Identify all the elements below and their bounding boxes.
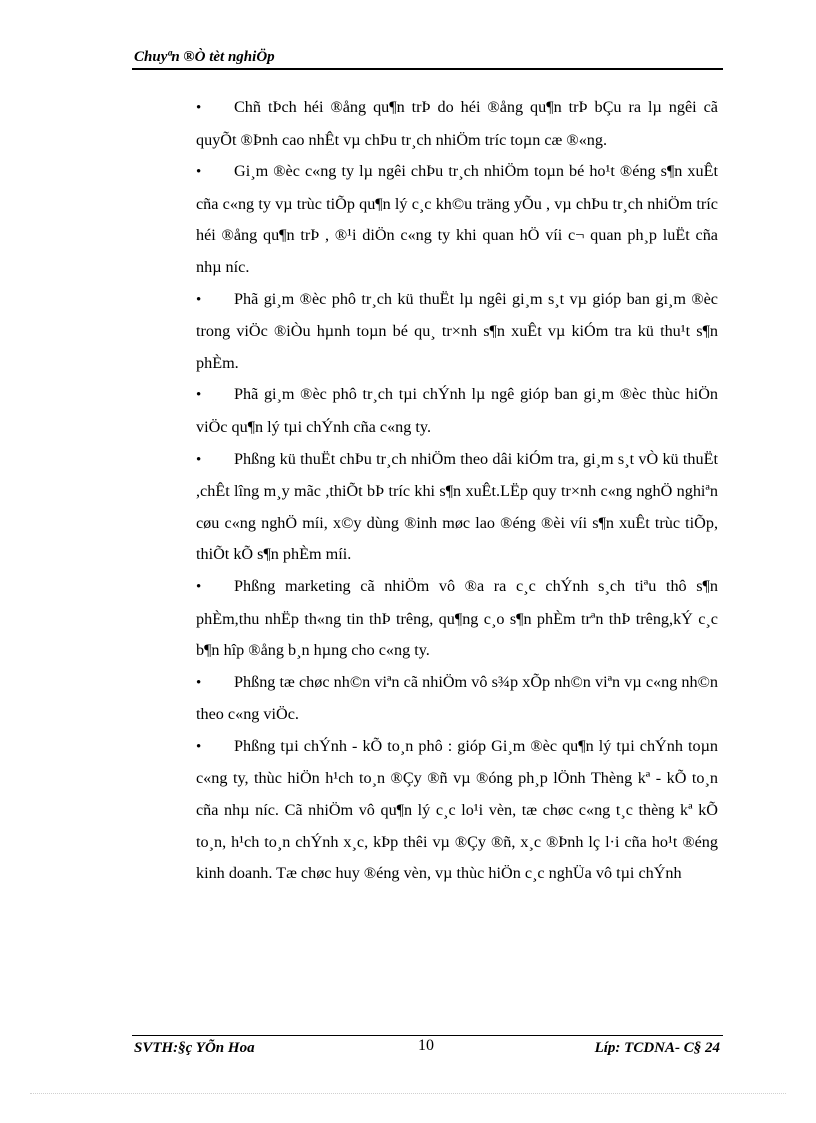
bullet-paragraph — [196, 156, 718, 283]
footer-author: SVTH:§ç YÕn Hoa — [134, 1040, 255, 1056]
bullet-icon: • — [196, 100, 202, 116]
page-edge-divider — [30, 1093, 786, 1094]
bullet-icon: • — [196, 578, 202, 595]
page-number: 10 — [418, 1037, 434, 1054]
bullet-paragraph — [196, 284, 718, 380]
bullet-paragraph — [196, 379, 718, 443]
bullet-icon: • — [196, 387, 202, 404]
bullet-paragraph — [196, 571, 718, 667]
bullet-paragraph — [196, 667, 718, 731]
bullet-icon: • — [196, 451, 202, 468]
bullet-paragraph — [196, 444, 718, 571]
bullet-icon: • — [196, 291, 202, 308]
paragraph-text: Gi¸m ®èc c«ng ty lµ ngêi chÞu tr¸ch nhiÖm toµn bé ho¹t ®éng s¶n xuÊt cña c«ng ty vµ trùc tiÕp qu¶n lý c¸c kh©u träng yÕu , vµ chÞu tr¸ch nhiÖm tríc héi ®ång qu¶n trÞ , ®¹i diÖn c«ng ty khi quan hÖ víi c¬ quan ph¸p luËt cña nhµ níc. — [196, 162, 718, 276]
paragraph-text: Phßng marketing cã nhiÖm vô ®a ra c¸c chÝnh s¸ch tiªu thô s¶n phÈm,thu nhËp th«ng tin thÞ trêng, qu¶ng c¸o s¶n phÈm trªn thÞ trêng,kÝ c¸c b¶n hîp ®ång b¸n hµng cho c«ng ty. — [196, 576, 718, 660]
paragraph-text: Phã gi¸m ®èc phô tr¸ch tµi chÝnh lµ ngê gióp ban gi¸m ®èc thùc hiÖn viÖc qu¶n lý tµi chÝnh cña c«ng ty. — [196, 385, 718, 436]
paragraph-text: Phßng tµi chÝnh - kÕ to¸n phô : gióp Gi¸m ®èc qu¶n lý tµi chÝnh toµn c«ng ty, thùc hiÖn h¹ch to¸n ®Çy ®ñ vµ ®óng ph¸p lÖnh Thèng kª - kÕ to¸n cña nhµ níc. Cã nhiÖm vô qu¶n lý c¸c lo¹i vèn, tæ chøc c«ng t¸c thèng kª kÕ to¸n, h¹ch to¸n chÝnh x¸c, kÞp thêi vµ ®Çy ®ñ, x¸c ®Þnh lç l·i cña ho¹t ®éng kinh doanh. Tæ chøc huy ®éng vèn, vµ thùc hiÖn c¸c nghÜa vô tµi chÝnh — [196, 736, 718, 883]
paragraph-text: Phã gi¸m ®èc phô tr¸ch kü thuËt lµ ngêi gi¸m s¸t vµ gióp ban gi¸m ®èc trong viÖc ®iÒu hµnh toµn bé qu¸ tr×nh s¶n xuÊt vµ kiÓm tra kü thu¹t s¶n phÈm. — [196, 289, 718, 372]
header-divider — [132, 68, 723, 70]
paragraph-text: Chñ tÞch héi ®ång qu¶n trÞ do héi ®ång qu¶n trÞ bÇu ra lµ ngêi cã quyÕt ®Þnh cao nhÊt vµ chÞu tr¸ch nhiÖm tríc toµn cæ ®«ng. — [196, 98, 718, 149]
footer-class: Líp: TCDNA- C§ 24 — [594, 1040, 720, 1056]
body-text — [196, 92, 718, 890]
paragraph-text: Phßng kü thuËt chÞu tr¸ch nhiÖm theo dâi kiÓm tra, gi¸m s¸t vÒ kü thuËt ,chÊt lîng m¸y mãc ,thiÕt bÞ tríc khi s¶n xuÊt.LËp quy tr×nh c«ng nghÖ nghiªn cøu c«ng nghÖ míi, x©y dùng ®inh møc lao ®éng ®èi víi s¶n xuÊt trùc tiÕp, thiÕt kÕ s¶n phÈm míi. — [196, 449, 718, 564]
bullet-icon: • — [196, 674, 202, 691]
paragraph-text: Phßng tæ chøc nh©n viªn cã nhiÖm vô s¾p xÕp nh©n viªn vµ c«ng nh©n theo c«ng viÖc. — [196, 672, 718, 724]
footer-divider — [132, 1035, 723, 1036]
header-title: Chuyªn ®Ò tèt nghiÖp — [134, 49, 275, 65]
bullet-paragraph — [196, 731, 718, 890]
bullet-icon: • — [196, 738, 202, 755]
bullet-icon: • — [196, 164, 202, 181]
bullet-paragraph — [196, 92, 718, 156]
